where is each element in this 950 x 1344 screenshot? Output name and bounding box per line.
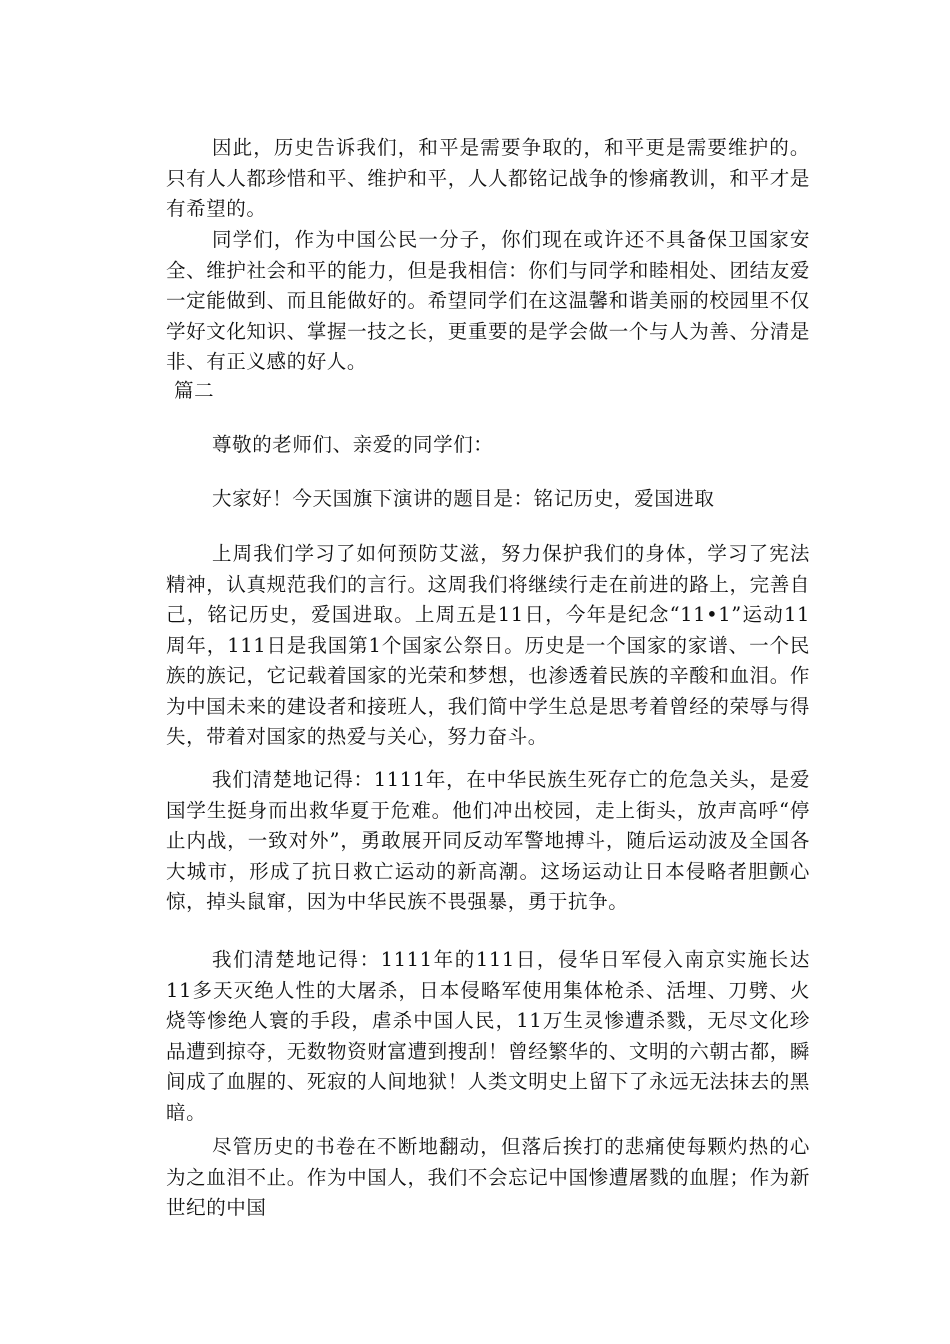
paragraph-nanjing: 我们清楚地记得：1111年的111日，侵华日军侵入南京实施长达11多天灭绝人性的大屠杀，日本侵略军使用集体枪杀、活埋、刀劈、火烧等惨绝人寰的手段，虐杀中国人民，11万生灵惨遭杀戮，无尽文化珍品遭到掠夺，无数物资财富遭到搜刮！曾经繁华的、文明的六朝古都，瞬间成了血腥的、死寂的人间地狱！人类文明史上留下了永远无法抹去的黑暗。 [166, 948, 810, 1124]
speech-intro: 大家好！今天国旗下演讲的题目是：铭记历史，爱国进取 [212, 487, 715, 510]
paragraph-history-pages: 尽管历史的书卷在不断地翻动，但落后挨打的悲痛使每颗灼热的心为之血泪不止。作为中国人，我们不会忘记中国惨遭屠戮的血腥；作为新世纪的中国 [166, 1135, 810, 1219]
section-title: 篇二 [174, 379, 215, 402]
speech-greeting: 尊敬的老师们、亲爱的同学们： [212, 433, 494, 456]
paragraph-student-movement: 我们清楚地记得：1111年，在中华民族生死存亡的危急关头，是爱国学生挺身而出救华夏于危难。他们冲出校园，走上街头，放声高呼“停止内战，一致对外”，勇敢展开同反动军警地搏斗，随后运动波及全国各大城市，形成了抗日救亡运动的新高潮。这场运动让日本侵略者胆颤心惊，掉头鼠窜，因为中华民族不畏强暴，勇于抗争。 [166, 768, 810, 913]
paragraph-peace-history: 因此，历史告诉我们，和平是需要争取的，和平更是需要维护的。只有人人都珍惜和平、维护和平，人人都铭记战争的惨痛教训，和平才是有希望的。 [166, 136, 810, 220]
paragraph-last-week: 上周我们学习了如何预防艾滋，努力保护我们的身体，学习了宪法精神，认真规范我们的言行。这周我们将继续行走在前进的路上，完善自己，铭记历史，爱国进取。上周五是11日，今年是纪念“11•1”运动11周年，111日是我国第1个国家公祭日。历史是一个国家的家谱、一个民族的族记，它记载着国家的光荣和梦想，也渗透着民族的辛酸和血泪。作为中国未来的建设者和接班人，我们简中学生总是思考着曾经的荣辱与得失，带着对国家的热爱与关心，努力奋斗。 [166, 542, 810, 748]
paragraph-students-civic: 同学们，作为中国公民一分子，你们现在或许还不具备保卫国家安全、维护社会和平的能力，但是我相信：你们与同学和睦相处、团结友爱一定能做到、而且能做好的。希望同学们在这温馨和谐美丽的校园里不仅学好文化知识、掌握一技之长，更重要的是学会做一个与人为善、分清是非、有正义感的好人。 [166, 228, 810, 373]
